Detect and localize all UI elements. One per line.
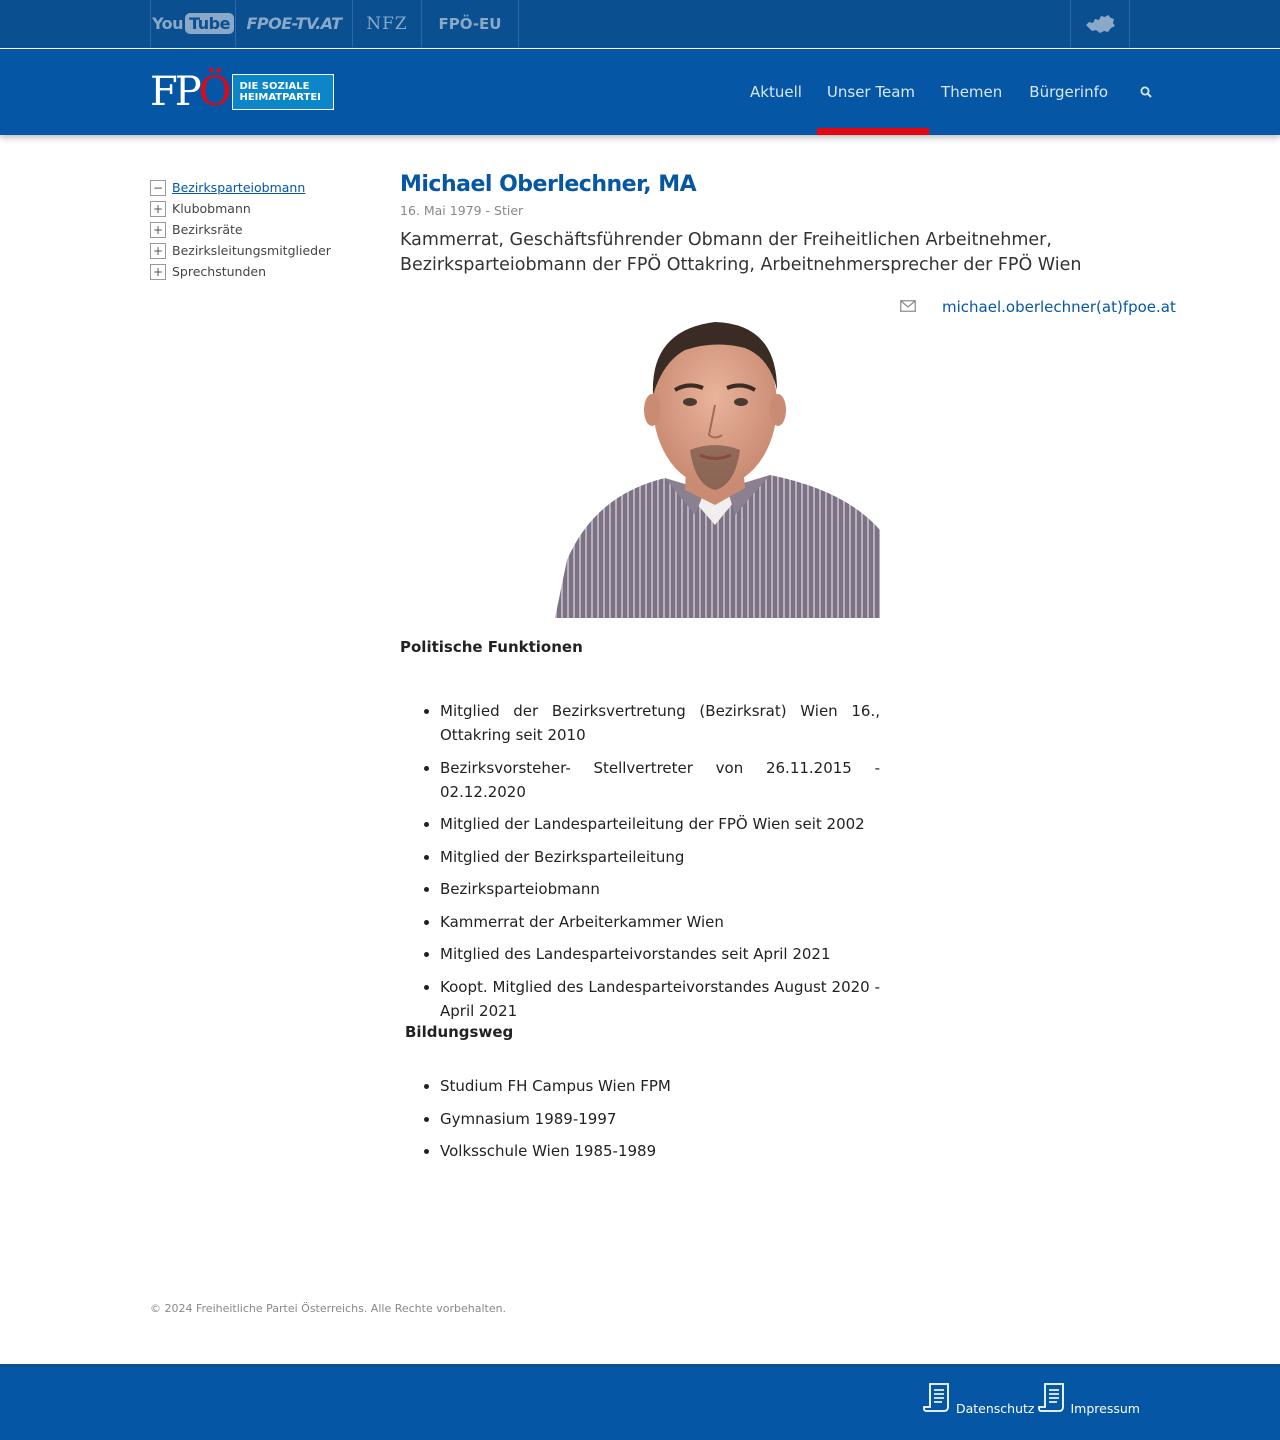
list-item: • Kammerrat der Arbeiterkammer Wien <box>440 910 880 934</box>
list-item: • Mitglied der Bezirksparteileitung <box>440 845 880 869</box>
list-item: • Mitglied der Landesparteileitung der FPÖ Wien seit 2002 <box>440 812 880 836</box>
sidebar-item-label[interactable]: Klubobmann <box>172 201 251 216</box>
footer-links <box>922 1381 1142 1416</box>
list-item: • Volksschule Wien 1985-1989 <box>440 1139 880 1163</box>
sidebar-item-bezirksraete[interactable] <box>150 219 380 240</box>
logo-fp: FP <box>150 69 199 115</box>
youtube-link[interactable] <box>151 0 236 47</box>
fpoe-eu-link[interactable]: FPÖ-EU <box>422 0 519 47</box>
copyright: © 2024 Freiheitliche Partei Österreichs. Alle Rechte vorbehalten. <box>150 1302 507 1315</box>
impressum-link[interactable] <box>1037 1381 1140 1416</box>
logo-tagline <box>232 74 334 110</box>
fpoe-logo[interactable] <box>150 69 346 115</box>
list-item: • Gymnasium 1989-1997 <box>440 1107 880 1131</box>
tagline-line2: HEIMATPARTEI <box>239 92 321 103</box>
expand-icon[interactable]: + <box>150 243 166 259</box>
expand-icon[interactable]: + <box>150 264 166 280</box>
impressum-label[interactable]: Impressum <box>1070 1401 1140 1416</box>
political-functions-list <box>440 699 880 1023</box>
list-item: • Mitglied der Bezirksvertretung (Bezirksrat) Wien 16., Ottakring seit 2010 <box>440 699 880 747</box>
sidebar-item-sprechstunden[interactable] <box>150 261 380 282</box>
envelope-icon <box>900 298 942 316</box>
profile-content <box>400 638 880 1172</box>
nav-aktuell[interactable]: Aktuell <box>750 83 802 101</box>
list-item: • Mitglied des Landesparteivorstandes seit April 2021 <box>440 942 880 966</box>
email-link[interactable]: michael.oberlechner(at)fpoe.at <box>942 298 1176 316</box>
youtube-you-text: You <box>152 14 184 33</box>
datenschutz-label[interactable]: Datenschutz <box>956 1401 1035 1416</box>
external-links <box>150 0 519 47</box>
document-scroll-icon <box>1037 1381 1071 1416</box>
expand-icon[interactable]: + <box>150 222 166 238</box>
nav-themen[interactable]: Themen <box>941 83 1003 101</box>
top-bar <box>0 0 1280 48</box>
main-header <box>0 49 1280 135</box>
fpoe-tv-link[interactable]: FPOE-TV.AT <box>236 0 353 47</box>
sidebar-item-label[interactable]: Bezirksparteiobmann <box>172 180 306 195</box>
logo-letters <box>150 69 229 115</box>
person-dob: 16. Mai 1979 - Stier <box>400 203 524 218</box>
austria-map-icon[interactable] <box>1070 0 1130 47</box>
main-nav <box>740 49 1166 135</box>
nav-buergerinfo[interactable]: Bürgerinfo <box>1029 83 1109 101</box>
list-item: • Studium FH Campus Wien FPM <box>440 1074 880 1098</box>
document-scroll-icon <box>922 1381 956 1416</box>
expand-icon[interactable]: + <box>150 201 166 217</box>
footer <box>0 1364 1280 1440</box>
sidebar-item-bezirksparteiobmann[interactable] <box>150 177 380 198</box>
sidebar-item-label[interactable]: Bezirksräte <box>172 222 243 237</box>
profile-main <box>400 172 1200 1160</box>
collapse-icon[interactable]: − <box>150 180 166 196</box>
datenschutz-link[interactable] <box>922 1381 1035 1416</box>
political-functions-title: Politische Funktionen <box>400 638 583 656</box>
logo-o: Ö <box>198 69 229 115</box>
tagline-line1: DIE SOZIALE <box>239 81 310 92</box>
search-icon[interactable] <box>1126 49 1166 135</box>
youtube-logo <box>152 13 234 34</box>
list-item: • Bezirksparteiobmann <box>440 877 880 901</box>
list-item: • Bezirksvorsteher- Stellvertreter von 26.11.2015 - 02.12.2020 <box>440 756 880 804</box>
list-item: • Koopt. Mitglied des Landesparteivorstandes August 2020 - April 2021 <box>440 975 880 1023</box>
nav-unser-team[interactable]: Unser Team <box>817 49 929 135</box>
email-row <box>900 298 1176 316</box>
sidebar-item-label[interactable]: Sprechstunden <box>172 264 267 279</box>
youtube-tube-text: Tube <box>185 13 234 34</box>
sidebar-item-klubobmann[interactable] <box>150 198 380 219</box>
person-role: Kammerrat, Geschäftsführender Obmann der Freiheitlichen Arbeitnehmer, Bezirksparteiobmann der FPÖ Ottakring, Arbeitnehmersprecher der FPÖ Wien <box>400 230 1082 275</box>
person-photo <box>555 310 880 618</box>
person-name: Michael Oberlechner, MA <box>400 172 697 197</box>
nfz-link[interactable]: NFZ <box>353 0 422 47</box>
education-title: Bildungsweg <box>405 1023 514 1041</box>
sidebar-item-label[interactable]: Bezirksleitungsmitglieder <box>172 243 331 258</box>
sidebar <box>150 177 380 282</box>
education-list <box>440 1074 880 1163</box>
sidebar-item-bezirksleitungsmitglieder[interactable] <box>150 240 380 261</box>
